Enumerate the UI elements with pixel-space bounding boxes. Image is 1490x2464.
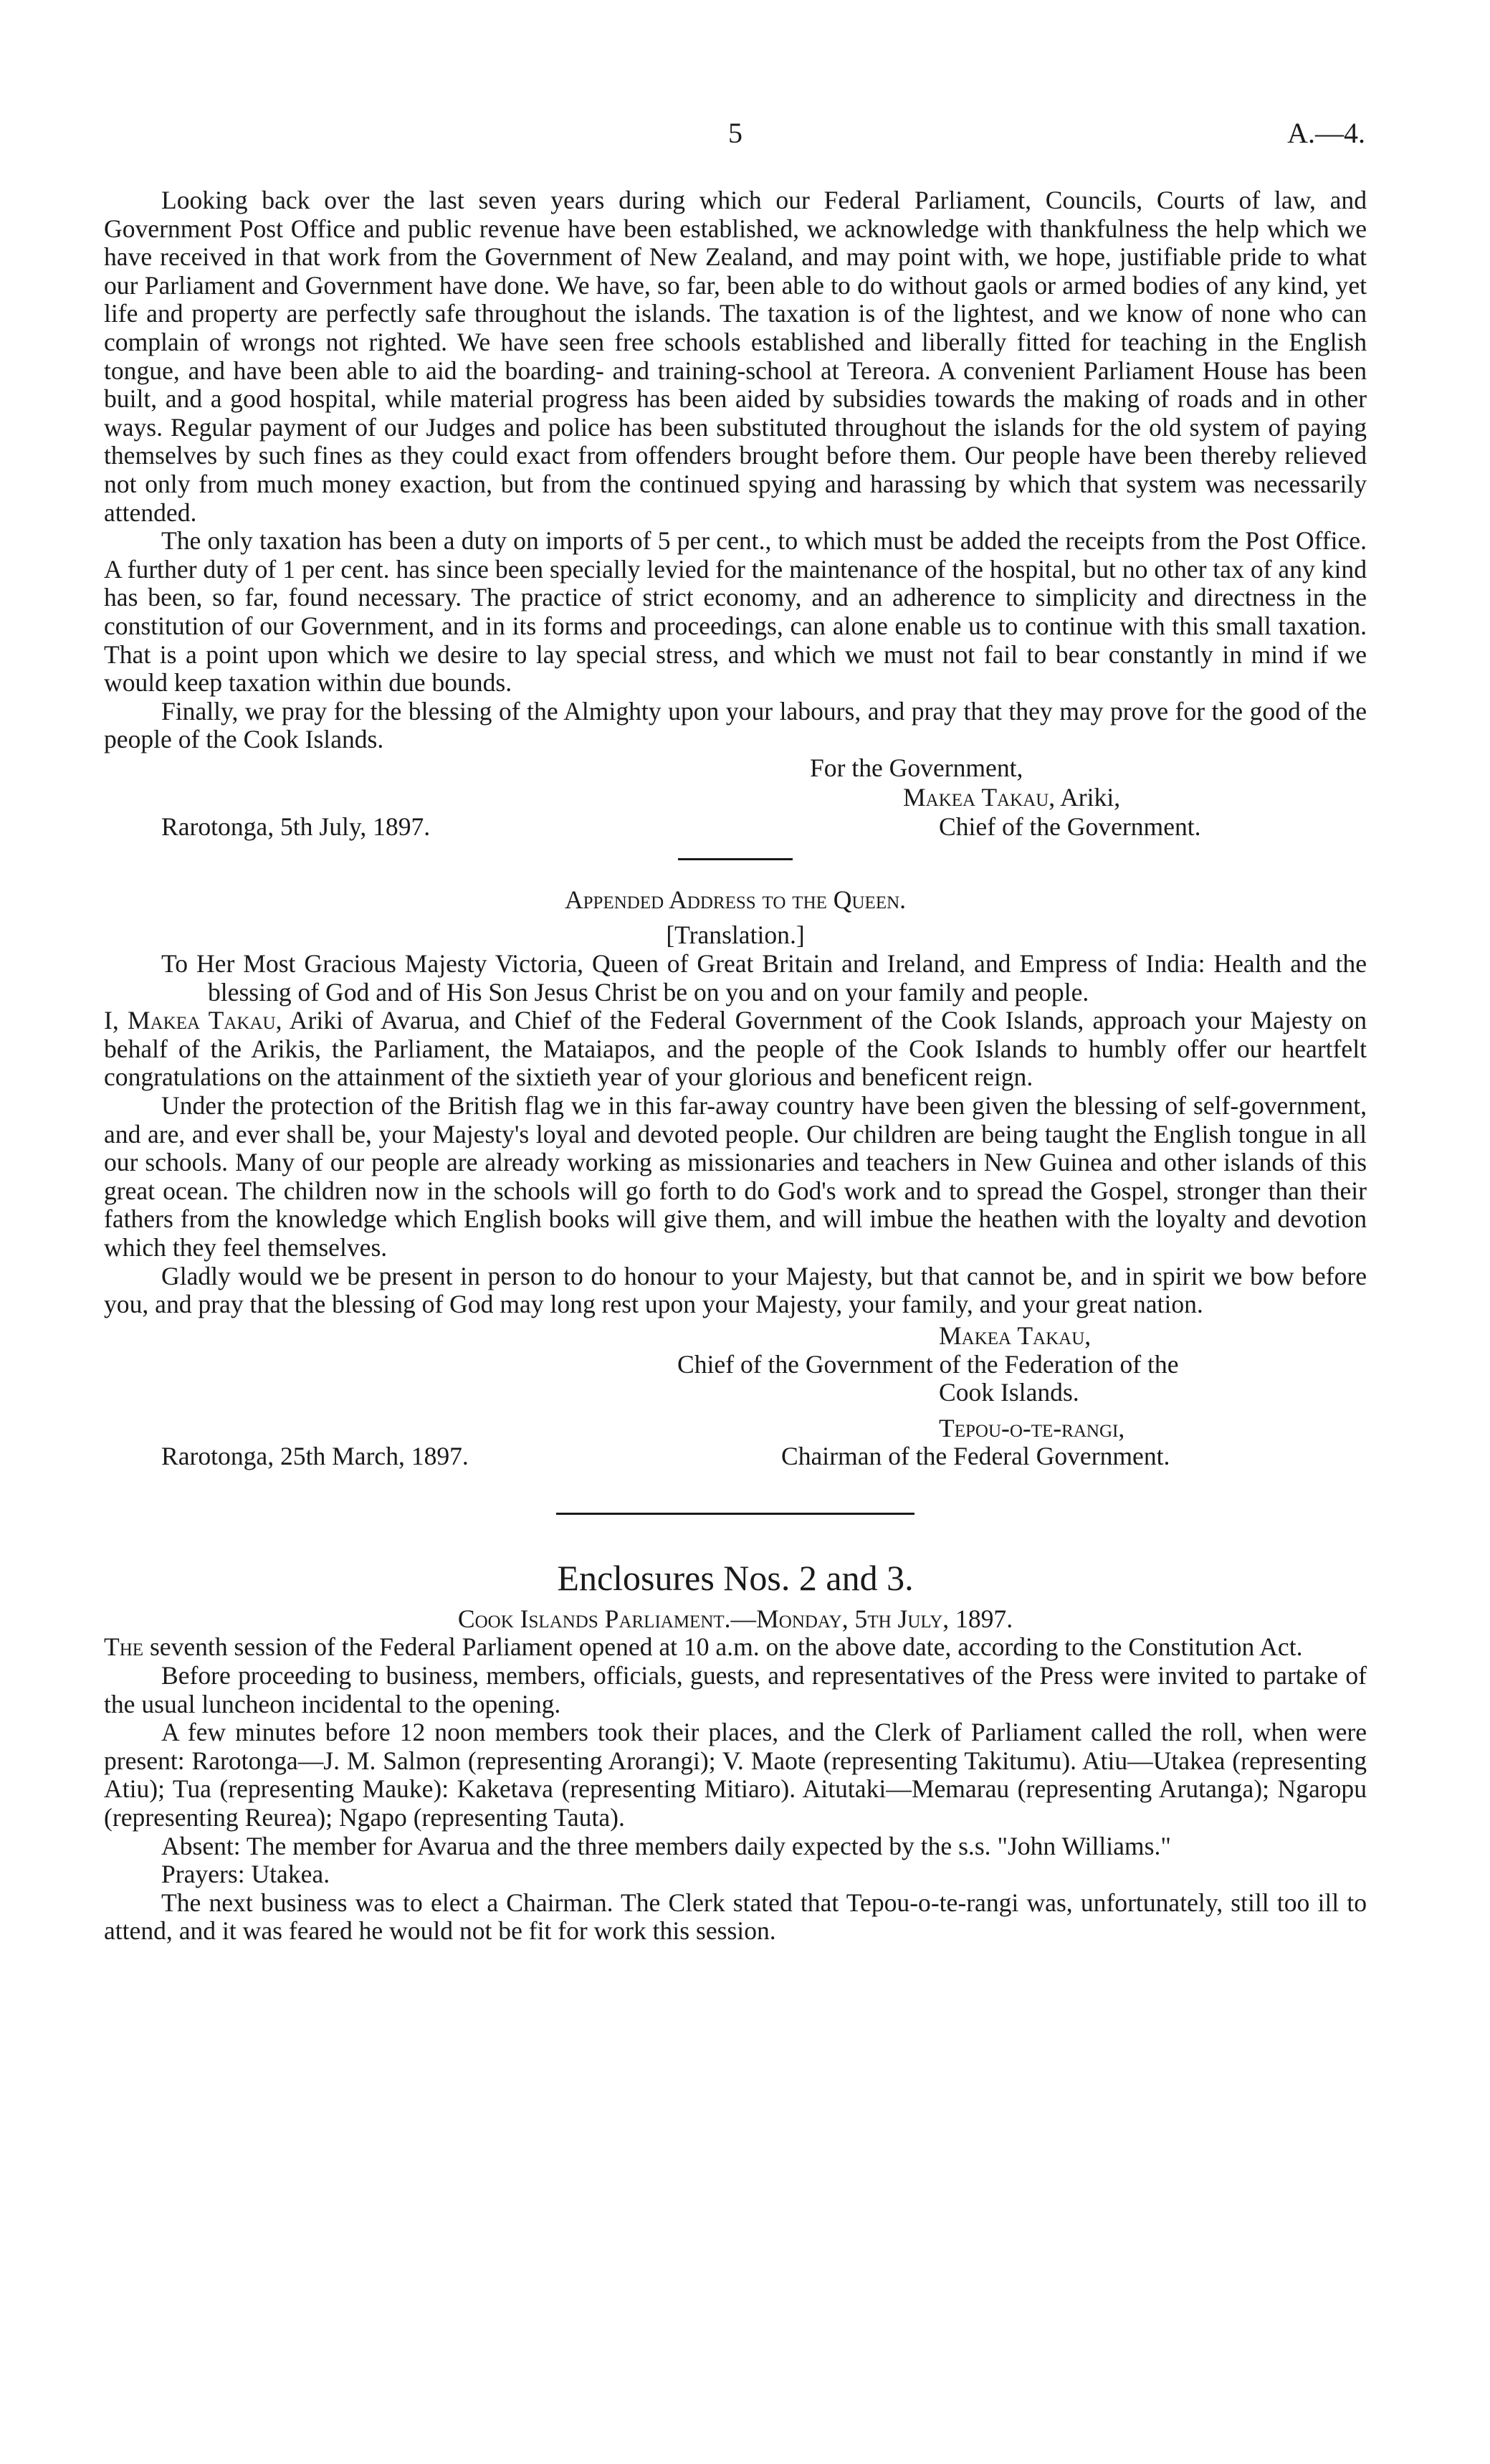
address-subheading: [Translation.] [666, 921, 805, 950]
address-paragraph: Under the protection of the British flag we in this far-away country have been given the blessing of self-government, and are, and ever shall be, your Majesty's loyal and devoted people. Our children are being taught the English tongue in all our schools. Many of our people are already working as missionaries and teachers in New Guinea and other islands of this great ocean. The children now in the schools will go forth to do God's work and to spread the Gospel, stronger than their fathers from the knowledge which English books will give them, and will imbue the heathen with the loyalty and devotion which they feel themselves. [104, 1091, 1367, 1262]
enclosure-paragraph: Absent: The member for Avarua and the three members daily expected by the s.s. "John Williams." [161, 1831, 1171, 1860]
enclosure-paragraph: Before proceeding to business, members, officials, guests, and representatives of the Press were invited to partake of the usual luncheon incidental to the opening. [104, 1660, 1367, 1718]
enclosures-subtitle: Cook Islands Parliament.—Monday, 5th July, 1897. [457, 1604, 1013, 1633]
enclosure-paragraph: Prayers: Utakea. [161, 1860, 330, 1889]
page-number: 5 [728, 117, 742, 149]
enclosure-paragraph: The next business was to elect a Chairman. The Clerk stated that Tepou-o-te-rangi was, unfortunately, still too ill to attend, and it was feared he would not be fit for work this session. [104, 1888, 1367, 1946]
enclosure-paragraph: The seventh session of the Federal Parliament opened at 10 a.m. on the above date, according to the Constitution Act. [104, 1632, 1303, 1662]
place-date: Rarotonga, 25th March, 1897. [161, 1441, 469, 1470]
sign2-name: Tepou-o-te-rangi, [939, 1413, 1125, 1442]
address-signatures [104, 1319, 1367, 1470]
sign1-title: Chief of the Government of the Federation of the [677, 1349, 1179, 1379]
page-reference: A.—4. [1287, 117, 1365, 149]
letter-paragraph: Finally, we pray for the blessing of the Almighty upon your labours, and pray that they may prove for the good of the people of the Cook Islands. [104, 696, 1367, 754]
sign1-title-cont: Cook Islands. [939, 1377, 1079, 1407]
sign2-title: Chairman of the Federal Government. [781, 1441, 1170, 1470]
letter-signature [104, 754, 1367, 844]
letter-paragraph: The only taxation has been a duty on imports of 5 per cent., to which must be added the receipts from the Post Office. A further duty of 1 per cent. has since been specially levied for the maintenance of the hospital, but no other tax of any kind has been, so far, found necessary. The practice of strict economy, and an adherence to simplicity and directness in the constitution of our Government, and in its forms and proceedings, can alone enable us to continue with this small taxation. That is a point upon which we desire to lay special stress, and which we must not fail to bear constantly in mind if we would keep taxation within due bounds. [104, 526, 1367, 698]
letter-body [104, 186, 1367, 754]
letter-paragraph: Looking back over the last seven years during which our Federal Parliament, Councils, Courts of law, and Government Post Office and public revenue have been established, we acknowledge with thankfulness the help which we have received in that work from the Government of New Zealand, and may point with, we hope, justifiable pride to what our Parliament and Government have done. We have, so far, been able to do without gaols or armed bodies of any kind, yet life and property are perfectly safe throughout the islands. The taxation is of the lightest, and we know of none who can complain of wrongs not righted. We have seen free schools established and liberally fitted for teaching in the English tongue, and have been able to aid the boarding- and training-school at Tereora. A convenient Parliament House has been built, and a good hospital, while material progress has been aided by subsidies towards the making of roads and in other ways. Regular payment of our Judges and police has been substituted throughout the islands for the old system of paying themselves by such fines as they could exact from offenders brought before them. Our people have been thereby relieved not only from much money exaction, but from the continued spying and harassing by which that system was necessarily attended. [104, 186, 1367, 527]
enclosures-title: Enclosures Nos. 2 and 3. [557, 1557, 914, 1598]
sign-name: Makea Takau, Ariki, [903, 782, 1121, 812]
sign-title: Chief of the Government. [939, 812, 1201, 841]
enclosure-paragraph: A few minutes before 12 noon members took their places, and the Clerk of Parliament called the roll, when were present: Rarotonga—J. M. Salmon (representing Arorangi); V. Maote (representing Takitumu). Atiu—Utakea (representing Atiu); Tua (representing Mauke): Kaketava (representing Mitiaro). Aitutaki—Memarau (representing Arutanga); Ngaropu (representing Reurea); Ngapo (representing Tauta). [104, 1718, 1367, 1832]
document-page [104, 108, 1367, 1946]
address-paragraph: I, Makea Takau, Ariki of Avarua, and Chief of the Federal Government of the Cook Islands, approach your Majesty on behalf of the Arikis, the Parliament, the Mataiapos, and the people of the Cook Islands to humbly offer our heartfelt congratulations on the attainment of the sixtieth year of your glorious and beneficent reign. [104, 1006, 1367, 1092]
sign-for: For the Government, [810, 753, 1023, 782]
sign1-name: Makea Takau, [939, 1321, 1092, 1350]
divider [678, 858, 793, 860]
place-date: Rarotonga, 5th July, 1897. [161, 812, 431, 841]
divider [556, 1513, 914, 1515]
page-header [104, 108, 1367, 165]
address-heading: Appended Address to the Queen. [564, 885, 907, 914]
address-salutation: To Her Most Gracious Majesty Victoria, Queen of Great Britain and Ireland, and Empress of India: Health and the blessing of God and of His Son Jesus Christ be on you and on your family and people. [161, 949, 1367, 1007]
address-paragraph: Gladly would we be present in person to do honour to your Majesty, but that cannot be, and in spirit we bow before you, and pray that the blessing of God may long rest upon your Majesty, your family, and your great nation. [104, 1261, 1367, 1319]
